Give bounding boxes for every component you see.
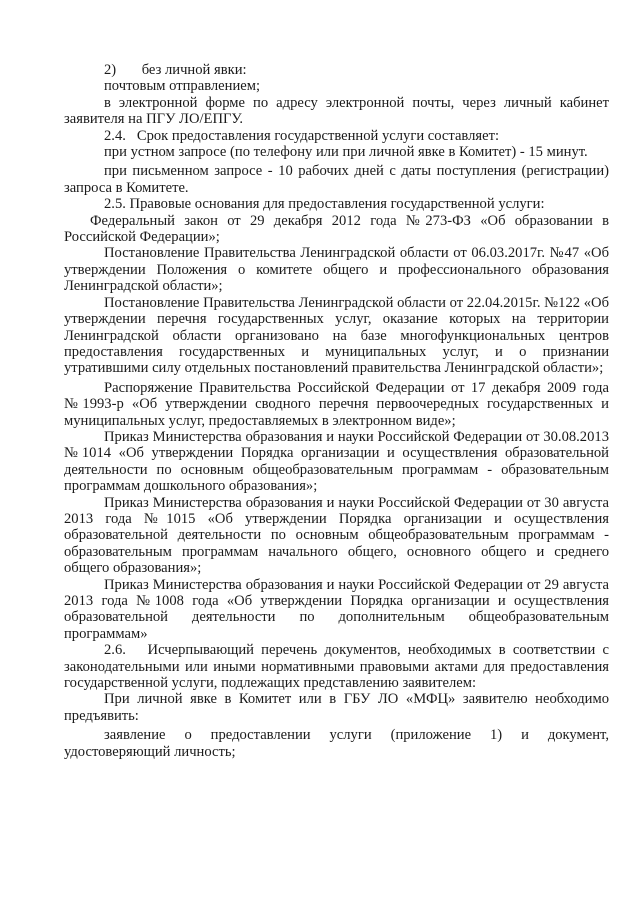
personal-visit-requirement: При личной явке в Комитет или в ГБУ ЛО «МФЦ» заявителю необходимо предъявить: (64, 691, 609, 724)
document-page (64, 62, 609, 760)
legal-basis-order-1008: Приказ Министерства образования и науки Российской Федерации от 29 августа 2013 года №1008 года «Об утверждении Порядка организации и осуществления образовательной деятельности по дополнительным общеобразовательным программам» (64, 576, 609, 642)
legal-basis-order-1993r: Распоряжение Правительства Российской Федерации от 17 декабря 2009 года №1993-р «Об утверждении сводного перечня первоочередных государственных и муниципальных услуг, предоставляемых в электронном виде»; (64, 379, 609, 429)
list-item-without-visit: 2) без личной явки: (104, 62, 247, 78)
legal-basis-resolution-47: Постановление Правительства Ленинградской области от 06.03.2017г. №47 «Об утверждении Положения о комитете общего и профессионального образования Ленинградской области»; (64, 245, 609, 295)
written-request-term: при письменном запросе - 10 рабочих дней с даты поступления (регистрации) запроса в Комитете. (64, 163, 609, 196)
list-item-electronic: в электронной форме по адресу электронной почты, через личный кабинет заявителя на ПГУ ЛО/ЕПГУ. (64, 94, 609, 128)
section-2-4-heading: 2.4. Срок предоставления государственной услуги составляет: (104, 127, 500, 144)
section-2-6-heading: 2.6. Исчерпывающий перечень документов, необходимых в соответствии с законодательными или иными нормативными правовыми актами для предоставления государственной услуги, подлежащих представлению заявителем: (64, 642, 609, 692)
legal-basis-resolution-122: Постановление Правительства Ленинградской области от 22.04.2015г. №122 «Об утверждении перечня государственных услуг, оказание которых на территории Ленинградской области организовано на базе многофункциональных центров предоставления государственных и муниципальных услуг, и о признании утратившими силу отдельных постановлений правительства Ленинградской области»; (64, 294, 609, 377)
oral-request-term: при устном запросе (по телефону или при личной явке в Комитет) - 15 минут. (104, 144, 588, 161)
legal-basis-federal-law: Федеральный закон от 29 декабря 2012 года №273-ФЗ «Об образовании в Российской Федерации»; (64, 212, 609, 246)
legal-basis-order-1014: Приказ Министерства образования и науки Российской Федерации от 30.08.2013 №1014 «Об утверждении Порядка организации и осуществления образовательной деятельности по основным общеобразовательным программам - образовательным программам дошкольного образования»; (64, 428, 609, 495)
application-document-item: заявление о предоставлении услуги (приложение 1) и документ, удостоверяющий личность; (64, 727, 609, 760)
section-2-5-heading: 2.5. Правовые основания для предоставления государственной услуги: (104, 196, 545, 213)
legal-basis-order-1015: Приказ Министерства образования и науки Российской Федерации от 30 августа 2013 года №1015 «Об утверждении Порядка организации и осуществления образовательной деятельности по основным общеобразовательным программам - образовательным программам начального общего, основного общего и среднего общего образования»; (64, 494, 609, 577)
list-item-by-mail: почтовым отправлением; (104, 78, 261, 95)
